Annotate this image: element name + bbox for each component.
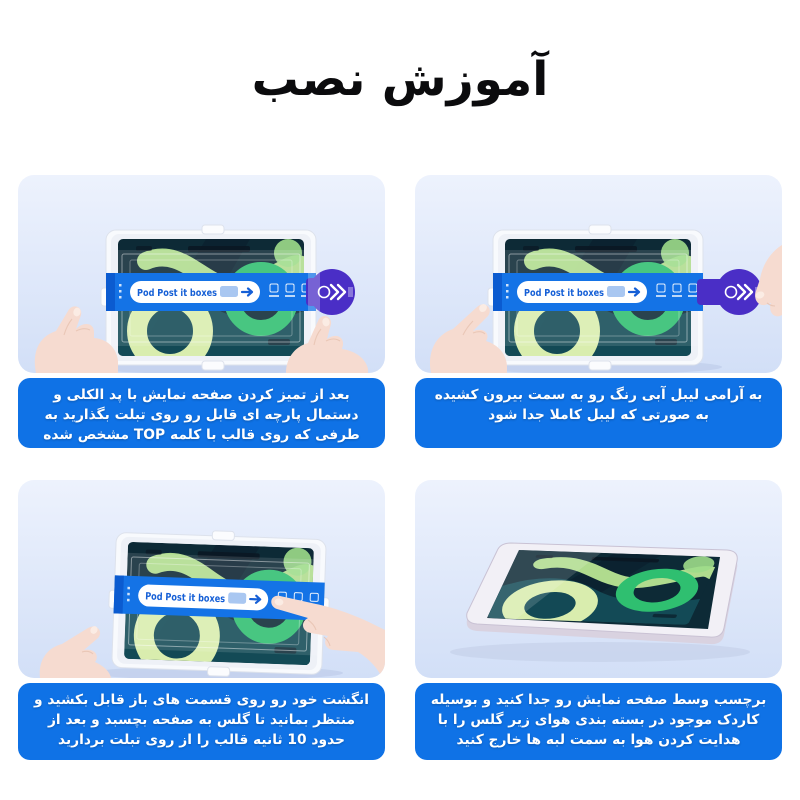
tablet-perspective <box>467 543 738 644</box>
step-1-illustration <box>18 175 385 373</box>
step-3-illustration <box>18 480 385 678</box>
step-caption: به آرامی لیبل آبی رنگ رو به سمت بیرون کشیده به صورتی که لیبل کاملا جدا شود <box>415 378 782 448</box>
step-caption: بعد از تمیز کردن صفحه نمایش با پد الکلی و دستمال پارچه ای قابل رو روی تبلت بگذارید به طرفی که روی قالب با کلمه TOP مشخص شده <box>18 378 385 448</box>
step-caption: انگشت خود رو روی قسمت های باز قابل بکشید و منتظر بمانید تا گلس به صفحه بچسبد و بعد از حدود 10 ثانیه قالب را از روی تبلت بردارید <box>18 683 385 760</box>
step-3-panel <box>18 480 385 760</box>
step-caption: برچسب وسط صفحه نمایش رو جدا کنید و بوسیله کاردک موجود در بسته بندی هوای زیر گلس را با هدایت کردن هوا به سمت لبه ها خارج کنید <box>415 683 782 760</box>
step-2-illustration <box>415 175 782 373</box>
page-title: آموزش نصب <box>251 52 549 107</box>
step-2-panel <box>415 175 782 448</box>
step-4-panel <box>415 480 782 760</box>
step-4-illustration <box>415 480 782 678</box>
step-1-panel <box>18 175 385 448</box>
